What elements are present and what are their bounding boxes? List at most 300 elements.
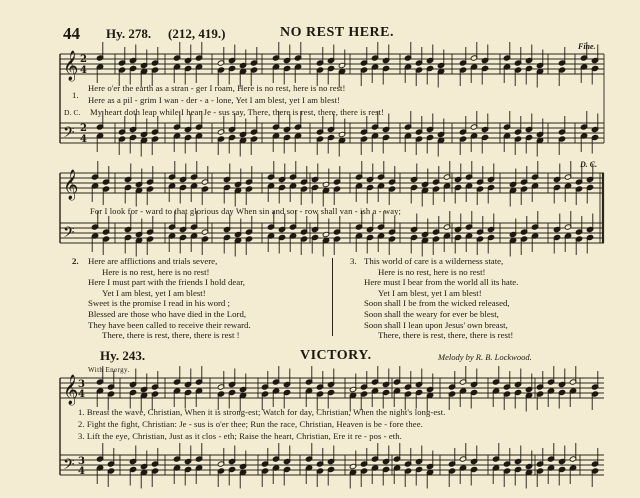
bass-clef-icon: 𝄢 [63,456,75,477]
note-head [151,47,158,66]
note-head [575,186,582,205]
note-head [355,161,362,180]
note-head [168,161,175,180]
note-head [586,234,593,253]
note-head [283,466,290,485]
note-head [393,388,400,407]
note-head [547,366,554,385]
note-head [393,465,400,484]
note-head [311,234,318,253]
note-head [245,166,252,185]
verse-line: Here are afflictions and trials severe, [88,256,218,266]
note-head [267,233,274,252]
note-head [531,211,538,230]
note-head [316,448,323,467]
hymn2-lyric-3: 3. Lift the eye, Christian, Just as it clos - eth; Raise the heart, Christian, Ere it re - pos - eth. [78,431,402,441]
note-head [481,134,488,153]
svg-text:4: 4 [78,466,85,477]
note-head [558,47,565,66]
note-head [239,137,246,156]
note-head [195,42,202,61]
hymn2-lyric-1: 1. Breast the wave, Christian, When it is strong-est; Watch for day, Christian, When the night's long-est. [78,407,446,417]
note-head [195,64,202,83]
note-head [289,161,296,180]
svg-text:4: 4 [80,134,87,145]
note-head [536,468,543,487]
note-head [195,465,202,484]
note-head [503,371,510,390]
note-head [503,111,510,130]
note-head [492,465,499,484]
note-head [531,233,538,252]
note-head [91,183,98,202]
note-head [327,466,334,485]
note-head [201,216,208,235]
note-head [558,116,565,135]
verse-line: Soon shall I be from the wicked released, [364,298,510,309]
note-head [580,111,587,130]
note-head [421,187,428,206]
note-head [179,234,186,253]
note-head [311,184,318,203]
note-head [426,65,433,84]
note-head [333,166,340,185]
note-head [283,65,290,84]
note-head [107,468,114,487]
note-head [415,466,422,485]
note-head [415,47,422,66]
note-head [300,166,307,185]
note-head [327,389,334,408]
note-head [459,67,466,86]
note-head [432,236,439,255]
verse-line: There, there is rest, there, there is rest! [378,330,514,341]
note-head [228,65,235,84]
note-head [217,116,224,135]
note-head [96,42,103,61]
note-head [234,237,241,256]
page-number: 44 [63,24,80,43]
note-head [272,42,279,61]
note-head [283,134,290,153]
hymn-title: NO REST HERE. [280,25,394,40]
note-head [503,64,510,83]
note-head [525,469,532,488]
note-head [459,366,466,385]
note-head [382,389,389,408]
note-head [443,183,450,202]
note-head [102,166,109,185]
note-head [503,391,510,410]
verse-line: Yet I am blest, yet I am blest! [102,287,206,298]
note-head [591,134,598,153]
note-head [426,134,433,153]
note-head [173,388,180,407]
note-head [201,236,208,255]
note-head [135,237,142,256]
note-head [503,468,510,487]
lyric-line-4: For I look for - ward to that glorious day When sin and sor - row shall van - ish a - way; [90,206,401,216]
note-head [366,184,373,203]
note-head [146,166,153,185]
note-head [272,388,279,407]
note-head [300,186,307,205]
note-head [514,67,521,86]
note-head [470,389,477,408]
note-head [503,448,510,467]
note-head [492,443,499,462]
note-head [459,116,466,135]
note-head [536,68,543,87]
note-head [135,187,142,206]
note-head [140,469,147,488]
note-head [360,67,367,86]
note-head [305,366,312,385]
note-head [267,183,274,202]
note-head [91,233,98,252]
note-head [531,161,538,180]
note-head [404,468,411,487]
note-head [129,389,136,408]
note-head [553,234,560,253]
note-head [371,465,378,484]
note-head [459,388,466,407]
note-head [371,388,378,407]
note-head [558,389,565,408]
note-head [525,134,532,153]
hymn2-lyric-2: 2. Fight the fight, Christian: Je - sus is o'er thee; Run the race, Christian, Heaven is be - fore thee. [78,419,423,429]
note-head [454,234,461,253]
note-head [481,65,488,84]
note-head [586,184,593,203]
note-head [591,65,598,84]
note-head [404,448,411,467]
dc-mark-2: D. C. [580,160,598,169]
note-head [404,133,411,152]
note-head [476,166,483,185]
note-head [124,184,131,203]
note-head [316,136,323,155]
note-head [151,136,158,155]
note-head [514,116,521,135]
verse-line: They have been called to receive their reward. [88,319,251,330]
note-head [151,448,158,467]
note-head [432,166,439,185]
note-head [360,116,367,135]
note-head [459,47,466,66]
note-head [250,116,257,135]
note-head [487,184,494,203]
note-head [118,136,125,155]
note-head [569,443,576,462]
note-head [327,65,334,84]
note-head [168,233,175,252]
note-head [520,186,527,205]
note-head [102,186,109,205]
verse-line: This world of care is a wilderness state, [364,256,504,266]
note-head [102,236,109,255]
note-head [151,116,158,135]
note-head [388,166,395,185]
note-head [377,161,384,180]
note-head [492,388,499,407]
note-head [437,68,444,87]
note-head [547,443,554,462]
note-head [448,391,455,410]
note-head [305,388,312,407]
note-head [525,65,532,84]
note-head [415,67,422,86]
note-head [591,391,598,410]
verse-line: There, there is rest, there, there is rest ! [102,330,240,341]
note-head [415,389,422,408]
verse-line: Soon shall I lean upon Jesus' own breast, [364,319,508,330]
bass-clef-icon: 𝄢 [63,224,75,245]
note-head [580,133,587,152]
note-head [410,234,417,253]
note-head [322,187,329,206]
note-head [173,465,180,484]
note-head [195,388,202,407]
note-head [184,65,191,84]
note-head [591,448,598,467]
fine-mark: Fine. [578,42,596,51]
note-head [558,466,565,485]
hymn-reference: Hy. 278. [106,26,152,41]
note-head [250,136,257,155]
note-head [432,186,439,205]
note-head [96,388,103,407]
tempo-marking: With Energy. [88,366,130,374]
note-head [146,216,153,235]
note-head [404,111,411,130]
note-head [437,137,444,156]
note-head [261,468,268,487]
note-head [267,161,274,180]
note-head [410,184,417,203]
note-head [184,389,191,408]
note-head [382,65,389,84]
note-head [129,65,136,84]
svg-text:2: 2 [80,123,87,134]
note-head [525,392,532,411]
svg-text:3: 3 [78,456,85,467]
note-head [294,42,301,61]
note-head [190,161,197,180]
note-head [459,443,466,462]
note-head [217,468,224,487]
note-head [393,366,400,385]
verse-divider [332,258,333,336]
note-head [503,133,510,152]
note-head [272,366,279,385]
note-head [140,137,147,156]
note-head [443,233,450,252]
note-head [129,134,136,153]
note-head [520,166,527,185]
note-head [470,42,477,61]
note-head [146,186,153,205]
note-head [129,466,136,485]
note-head [333,236,340,255]
svg-text:4: 4 [78,389,85,400]
note-head [575,216,582,235]
note-head [195,443,202,462]
verse-line: Here must I bear from the world all its hate. [364,277,519,288]
note-head [272,465,279,484]
verse-line: Sweet is the promise I read in his word ; [88,298,230,309]
note-head [448,468,455,487]
note-head [415,136,422,155]
note-head [173,133,180,152]
note-head [107,448,114,467]
note-head [426,469,433,488]
note-head [558,67,565,86]
note-head [217,371,224,390]
note-head [465,161,472,180]
note-head [404,42,411,61]
note-head [289,233,296,252]
note-head [371,133,378,152]
note-head [168,183,175,202]
note-head [569,388,576,407]
note-head [316,371,323,390]
note-head [448,371,455,390]
note-head [580,64,587,83]
lyric-line-1: Here o'er the earth as a stran - ger I roam, Here is no rest, here is no rest! [88,83,346,93]
verse-line: Here is no rest, here is no rest! [378,266,486,277]
note-head [223,184,230,203]
note-head [432,216,439,235]
note-head [151,371,158,390]
note-head [278,234,285,253]
verse-3 [364,256,518,341]
note-head [558,136,565,155]
note-head [96,133,103,152]
dc-mark: D. C. [64,108,81,117]
note-head [173,366,180,385]
note-head [547,465,554,484]
note-head [349,469,356,488]
treble-clef-icon: 𝄞 [63,170,79,200]
note-head [195,366,202,385]
note-head [459,136,466,155]
note-head [146,236,153,255]
note-head [305,443,312,462]
note-head [487,234,494,253]
note-head [465,211,472,230]
note-head [476,186,483,205]
note-head [382,134,389,153]
verse-3-number: 3. [350,256,357,266]
note-head [250,47,257,66]
note-head [327,134,334,153]
note-head [151,468,158,487]
hymn2-title: VICTORY. [300,348,372,363]
verse-line: Here I must part with the friends I hold dear, [88,277,245,288]
note-head [371,42,378,61]
note-head [536,371,543,390]
note-head [118,116,125,135]
note-head [173,64,180,83]
note-head [591,371,598,390]
note-head [382,466,389,485]
note-head [371,64,378,83]
note-head [564,161,571,180]
note-head [294,133,301,152]
note-head [118,47,125,66]
note-head [228,134,235,153]
note-head [333,216,340,235]
note-head [355,183,362,202]
note-head [448,448,455,467]
note-head [476,236,483,255]
note-head [470,111,477,130]
note-head [272,443,279,462]
note-head [179,184,186,203]
note-head [322,237,329,256]
note-head [272,133,279,152]
note-head [338,137,345,156]
note-head [547,388,554,407]
note-head [465,233,472,252]
note-head [377,183,384,202]
note-head [536,137,543,156]
note-head [289,183,296,202]
note-head [360,448,367,467]
note-head [316,468,323,487]
verse-line: Yet I am blest, yet I am blest! [378,287,482,298]
note-head [564,211,571,230]
note-head [443,161,450,180]
note-head [355,233,362,252]
svg-text:4: 4 [80,65,87,76]
note-head [580,42,587,61]
note-head [300,216,307,235]
note-head [333,186,340,205]
svg-text:2: 2 [80,54,87,65]
note-head [476,216,483,235]
note-head [184,134,191,153]
note-head [366,234,373,253]
note-head [96,465,103,484]
note-head [228,389,235,408]
note-head [360,136,367,155]
bass-clef-icon: 𝄢 [63,124,75,145]
note-head [415,116,422,135]
verse-line: Here is no rest, here is no rest! [102,266,210,277]
note-head [371,443,378,462]
note-head [173,42,180,61]
verse-line: Blessed are those who have died in the Lord, [88,308,247,319]
verse-2-number: 2. [72,256,79,266]
note-head [360,47,367,66]
note-head [591,468,598,487]
note-head [228,466,235,485]
note-head [195,133,202,152]
note-head [305,465,312,484]
note-head [261,448,268,467]
note-head [388,236,395,255]
note-head [371,366,378,385]
note-head [245,186,252,205]
note-head [377,233,384,252]
note-head [443,211,450,230]
note-head [514,136,521,155]
note-head [459,465,466,484]
lyric-line-3: My heart doth leap while I hear Je - sus say, There, there is rest, there, there is rest! [90,107,385,117]
note-head [569,465,576,484]
